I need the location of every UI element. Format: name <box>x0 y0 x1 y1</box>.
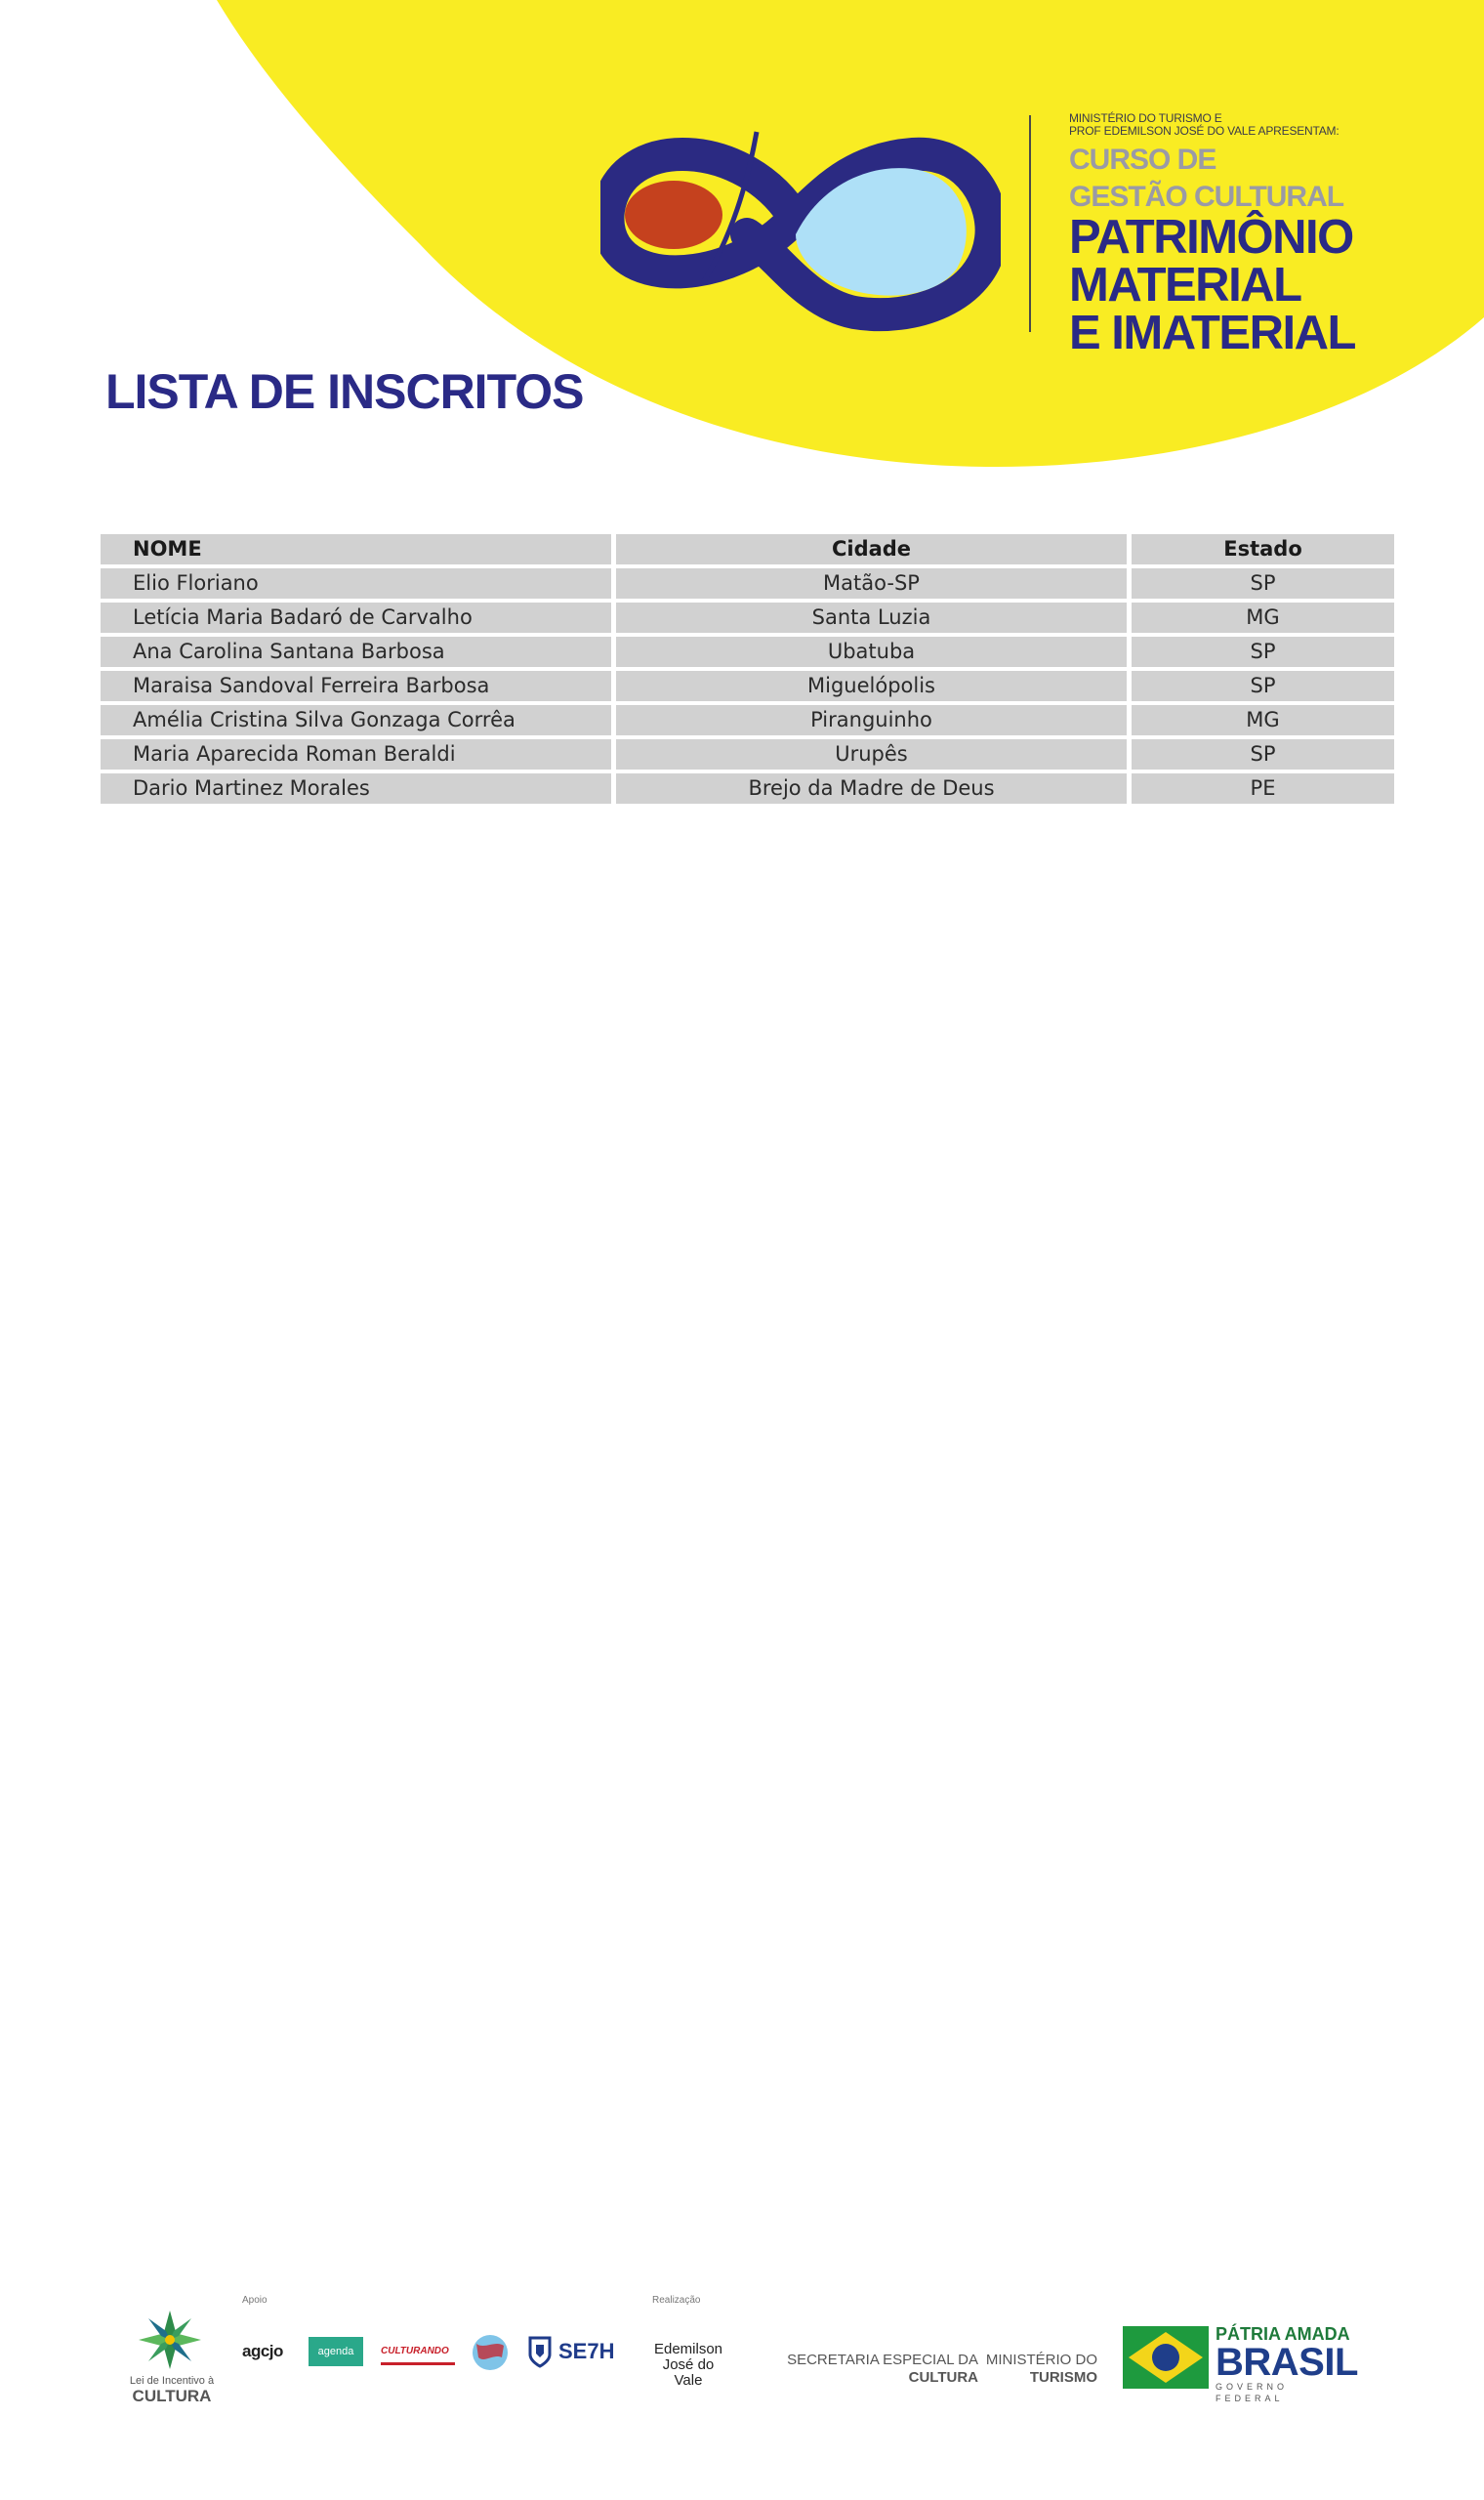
realizacao-label: Realização <box>652 2295 701 2306</box>
edemilson-line-1: Edemilson <box>653 2341 723 2357</box>
cell-city: Piranguinho <box>616 705 1127 735</box>
table-row <box>101 603 1394 633</box>
cell-name: Dario Martinez Morales <box>101 773 611 804</box>
cell-state: MG <box>1132 705 1394 735</box>
cell-name: Amélia Cristina Silva Gonzaga Corrêa <box>101 705 611 735</box>
course-subtitle-line-1: CURSO DE <box>1069 144 1216 176</box>
table-row <box>101 637 1394 667</box>
cultura-star-icon <box>137 2310 203 2370</box>
shield-icon <box>527 2335 553 2368</box>
ministerio-line-2: TURISMO <box>1029 2369 1097 2386</box>
course-title-line-2: MATERIAL <box>1069 259 1301 312</box>
cell-name: Letícia Maria Badaró de Carvalho <box>101 603 611 633</box>
cultura-label-line-1: Lei de Incentivo à <box>129 2375 215 2387</box>
agcjo-logo: agcjo <box>242 2342 283 2360</box>
course-title-line-3: E IMATERIAL <box>1069 307 1355 359</box>
cell-city: Urupês <box>616 739 1127 770</box>
table-row <box>101 773 1394 804</box>
cell-name: Elio Floriano <box>101 568 611 599</box>
cell-state: PE <box>1132 773 1394 804</box>
cell-city: Ubatuba <box>616 637 1127 667</box>
ministerio-logo <box>984 2352 1097 2387</box>
course-title-line-1: PATRIMÔNIO <box>1069 211 1353 264</box>
cell-city: Miguelópolis <box>616 671 1127 701</box>
secretaria-line-1: SECRETARIA ESPECIAL DA <box>787 2352 978 2368</box>
edemilson-logo <box>648 2342 728 2389</box>
agenda-logo: agenda <box>309 2337 363 2366</box>
cell-city: Matão-SP <box>616 568 1127 599</box>
table-row <box>101 739 1394 770</box>
cell-city: Brejo da Madre de Deus <box>616 773 1127 804</box>
course-header <box>1069 111 1460 359</box>
table-header-row <box>101 534 1394 564</box>
cell-state: SP <box>1132 739 1394 770</box>
page-title: LISTA DE INSCRITOS <box>105 364 584 419</box>
secretaria-logo <box>783 2352 978 2387</box>
infinity-logo-icon <box>600 117 1001 342</box>
presenters-line-2: PROF EDEMILSON JOSÉ DO VALE APRESENTAM: <box>1069 124 1340 138</box>
footer-logos <box>0 2266 1484 2432</box>
patria-line-1: PÁTRIA AMADA <box>1216 2324 1350 2344</box>
header-state: Estado <box>1132 534 1394 564</box>
presenters-line-1: MINISTÉRIO DO TURISMO E <box>1069 111 1222 125</box>
header-name: NOME <box>101 534 611 564</box>
cell-name: Maria Aparecida Roman Beraldi <box>101 739 611 770</box>
cell-state: SP <box>1132 568 1394 599</box>
se7h-logo: SE7H <box>558 2339 615 2363</box>
patria-line-3: GOVERNO FEDERAL <box>1216 2382 1289 2403</box>
table-row <box>101 671 1394 701</box>
edemilson-line-2: José do Vale <box>662 2356 715 2389</box>
cell-name: Maraisa Sandoval Ferreira Barbosa <box>101 671 611 701</box>
cell-state: MG <box>1132 603 1394 633</box>
table-row <box>101 568 1394 599</box>
cell-name: Ana Carolina Santana Barbosa <box>101 637 611 667</box>
apoio-label: Apoio <box>242 2295 268 2306</box>
brazil-flag-icon <box>1123 2326 1209 2389</box>
patria-line-2: BRASIL <box>1216 2341 1358 2384</box>
cell-city: Santa Luzia <box>616 603 1127 633</box>
registrants-table <box>101 534 1394 808</box>
header-city: Cidade <box>616 534 1127 564</box>
patria-amada-brasil-logo <box>1216 2324 1362 2404</box>
cell-state: SP <box>1132 637 1394 667</box>
secretaria-line-2: CULTURA <box>908 2369 978 2386</box>
ministerio-line-1: MINISTÉRIO DO <box>985 2352 1097 2368</box>
globe-logo-icon <box>467 2332 514 2373</box>
cell-state: SP <box>1132 671 1394 701</box>
header-divider <box>1029 115 1031 332</box>
table-row <box>101 705 1394 735</box>
cultura-label-line-2: CULTURA <box>132 2387 212 2405</box>
culturando-logo: CULTURANDO <box>381 2341 455 2365</box>
course-subtitle-line-2: GESTÃO CULTURAL <box>1069 181 1344 213</box>
